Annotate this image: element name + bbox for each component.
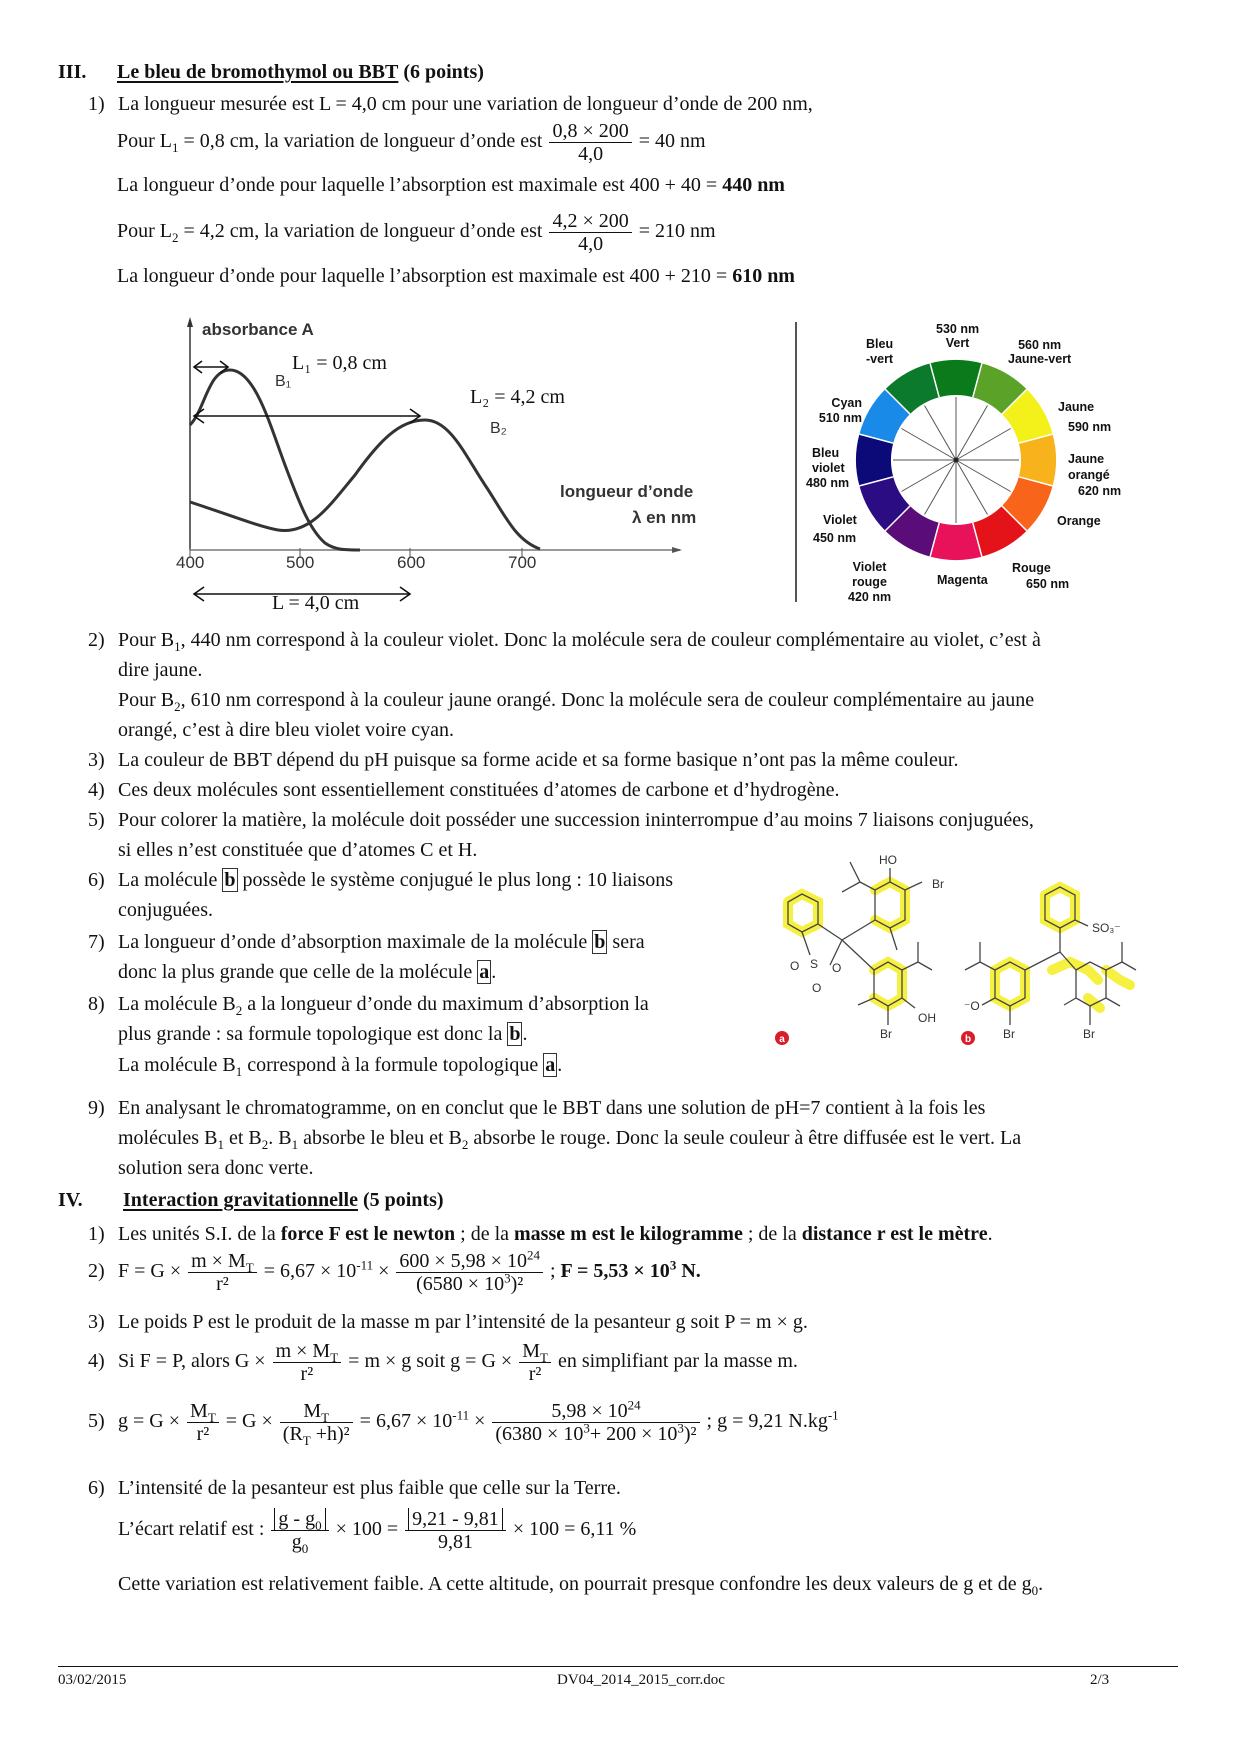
section-3-heading — [58, 60, 484, 84]
result: = 210 nm — [638, 220, 716, 243]
text: g = G × — [118, 1410, 181, 1433]
text: N. — [676, 1260, 701, 1283]
section-points: (5 points) — [362, 1189, 444, 1211]
subscript: T — [302, 1433, 311, 1448]
iv-q4 — [88, 1340, 798, 1385]
svg-text:OH: OH — [918, 1011, 936, 1025]
q2-line4: orangé, c’est à dire bleu violet voire cyan. — [118, 719, 454, 741]
text: m × M — [275, 1340, 331, 1362]
svg-text:O: O — [790, 959, 800, 973]
label-vert — [936, 322, 979, 350]
subscript: 2 — [461, 1137, 469, 1152]
item-text: Pour colorer la matière, la molécule doit posséder une succession ininterrompue d’au moins 7 liaisons conjuguées, — [118, 809, 1034, 831]
item-text: La couleur de BBT dépend du pH puisque sa forme acide et sa forme basique n’ont pas la même couleur. — [118, 749, 959, 771]
color-name: Violet — [852, 560, 887, 574]
q5-line2: si elles n’est constituée que d’atomes C et H. — [118, 839, 478, 861]
footer-date: 03/02/2015 — [58, 1672, 127, 1688]
text: molécules B — [118, 1127, 218, 1149]
text: correspond à la formule topologique — [242, 1054, 544, 1076]
denominator: r² — [300, 1363, 314, 1385]
svg-text:HO: HO — [879, 853, 897, 867]
denominator: 4,0 — [578, 143, 604, 165]
annotation-l2: L₂ = 4,2 cm — [470, 386, 565, 408]
section-title: Le bleu de bromothymol ou BBT — [117, 61, 399, 83]
svg-text:Br: Br — [880, 1027, 892, 1041]
iv-q3 — [88, 1310, 808, 1334]
result: = 40 nm — [638, 130, 706, 153]
text: plus grande : sa formule topologique est donc la — [118, 1023, 508, 1045]
q7-line1 — [88, 930, 645, 954]
superscript: 3 — [669, 1257, 677, 1273]
label-jaune-orange — [1068, 451, 1121, 499]
item-number: 3) — [88, 1311, 105, 1333]
curve-b1 — [190, 370, 360, 550]
text: . — [522, 1023, 528, 1045]
divider — [795, 322, 797, 602]
text: La molécule — [118, 869, 223, 891]
absorbance-graph — [160, 315, 730, 615]
label-cyan — [806, 396, 862, 426]
denominator: 9,81 — [437, 1531, 473, 1553]
fraction — [549, 120, 631, 165]
q9-line1 — [88, 1096, 985, 1120]
label-bleu-vert — [866, 337, 893, 367]
q3 — [88, 748, 958, 772]
superscript: 3 — [677, 1420, 684, 1436]
text: absorbe le rouge. Donc la seule couleur à être diffusée est le vert. La — [468, 1127, 1022, 1149]
y-axis-label: absorbance A — [202, 320, 314, 339]
numerator — [273, 1340, 342, 1363]
iv-q6-line1 — [88, 1476, 621, 1500]
absolute-value — [274, 1508, 325, 1533]
svg-text:O: O — [832, 961, 842, 975]
q2-line2: dire jaune. — [118, 659, 203, 681]
item-text: L’intensité de la pesanteur est plus faible que celle sur la Terre. — [118, 1477, 621, 1499]
superscript: 3 — [504, 1270, 511, 1286]
fraction — [492, 1397, 699, 1445]
color-name: Bleu — [866, 337, 894, 351]
text: M — [303, 1400, 322, 1422]
text: ; de la — [742, 1223, 802, 1245]
section-title: Interaction gravitationnelle — [123, 1189, 358, 1211]
subscript: T — [321, 1410, 330, 1425]
denominator — [280, 1423, 353, 1448]
text: . — [491, 961, 497, 983]
subscript: 1 — [174, 639, 181, 654]
section-points: (6 points) — [403, 61, 484, 83]
svg-text:a: a — [779, 1034, 785, 1045]
color-name: Cyan — [831, 396, 862, 410]
absolute-value: 9,21 - 9,81 — [408, 1508, 503, 1530]
text: (6380 × 10 — [495, 1423, 584, 1445]
numerator — [271, 1508, 328, 1531]
molecule-ref-b: b — [509, 1023, 521, 1045]
section-number: III. — [58, 61, 87, 83]
q8-line2 — [118, 1022, 527, 1046]
text: possède le système conjugué le plus long : 10 liaisons — [237, 869, 674, 891]
text: = 0,8 cm, la variation de longueur d’onde est — [178, 130, 543, 153]
denominator — [492, 1420, 699, 1445]
color-name: -vert — [866, 352, 894, 366]
section-4-heading — [58, 1188, 444, 1212]
item-number: 2) — [88, 1260, 105, 1283]
wavelength: 450 nm — [813, 531, 857, 545]
q5-line1 — [88, 808, 1034, 832]
label-orange: Orange — [1057, 514, 1101, 528]
item-number: 5) — [88, 809, 105, 831]
fraction — [273, 1340, 342, 1385]
text: . — [987, 1223, 993, 1245]
q4 — [88, 778, 839, 802]
label-jaune-vert — [1008, 338, 1071, 366]
curve-b2-label: B₂ — [490, 420, 507, 437]
footer-filename: DV04_2014_2015_corr.doc — [557, 1672, 725, 1688]
denominator: r² — [196, 1423, 210, 1445]
text: sera — [607, 931, 645, 953]
subscript: T — [330, 1350, 339, 1365]
x-tick-400: 400 — [176, 553, 205, 572]
q9-line3: solution sera donc verte. — [118, 1157, 314, 1179]
subscript: 0 — [1031, 1583, 1039, 1598]
force-result: F = 5,53 × 10 — [560, 1260, 670, 1283]
item-text: Le poids P est le produit de la masse m par l’intensité de la pesanteur g soit P = m × g. — [118, 1311, 808, 1333]
iv-q2 — [88, 1247, 701, 1295]
subscript: 2 — [174, 699, 181, 714]
text: + 200 × 10 — [589, 1423, 678, 1445]
superscript: 24 — [627, 1397, 641, 1413]
fraction — [271, 1508, 328, 1556]
subscript: 1 — [291, 1137, 299, 1152]
item-text: En analysant le chromatogramme, on en conclut que le BBT dans une solution de pH=7 contient à la fois les — [118, 1097, 986, 1119]
text: (6580 × 10 — [416, 1273, 505, 1295]
color-name: Bleu — [812, 446, 840, 460]
text: ; — [549, 1260, 561, 1283]
label-violet-rouge — [848, 560, 891, 605]
item-number: 4) — [88, 1350, 105, 1373]
text: 600 × 5,98 × 10 — [399, 1250, 527, 1272]
text: g — [291, 1531, 302, 1553]
text: +h)² — [310, 1423, 350, 1445]
q1-max2 — [117, 264, 795, 288]
svg-text:Br: Br — [932, 877, 944, 891]
label-bleu-violet — [806, 446, 849, 491]
text: La longueur d’onde pour laquelle l’absorption est maximale est 400 + 40 = — [117, 174, 718, 196]
q8-line3 — [118, 1053, 562, 1077]
text: La longueur d’onde pour laquelle l’absorption est maximale est 400 + 210 = — [117, 265, 728, 287]
subscript: 2 — [235, 1003, 243, 1018]
item-number: 7) — [88, 931, 105, 953]
text: . — [1038, 1573, 1044, 1595]
subscript: T — [539, 1350, 548, 1365]
superscript: 3 — [583, 1420, 590, 1436]
item-number: 5) — [88, 1410, 105, 1433]
color-name: Vert — [945, 336, 970, 350]
q2-line3 — [118, 688, 1034, 712]
x-axis-label-line2: λ en nm — [632, 508, 697, 527]
molecule-ref-a: a — [545, 1054, 556, 1076]
svg-text:S: S — [810, 957, 819, 971]
fraction — [280, 1400, 353, 1448]
section-number: IV. — [58, 1189, 83, 1211]
text: . B — [268, 1127, 292, 1149]
item-number: 6) — [88, 869, 105, 891]
molecule-structures — [770, 840, 1170, 1060]
item-number: 3) — [88, 749, 105, 771]
color-name: Jaune — [1058, 400, 1095, 414]
x-axis-label-line1: longueur d’onde — [560, 482, 694, 501]
wavelength: 420 nm — [848, 590, 892, 604]
wavelength: 620 nm — [1078, 484, 1122, 498]
wavelength: 480 nm — [806, 476, 850, 490]
molecule-a — [775, 853, 944, 1045]
color-name: Violet — [823, 513, 857, 527]
numerator — [519, 1340, 551, 1363]
text: × — [469, 1410, 486, 1433]
color-name: Jaune-vert — [1008, 352, 1072, 366]
denominator — [396, 1270, 543, 1295]
text: = 6,67 × 10 — [263, 1260, 357, 1283]
text: g - g — [278, 1508, 316, 1530]
color-name: violet — [812, 461, 845, 475]
subscript: 2 — [172, 230, 179, 246]
q6-line1 — [88, 868, 673, 892]
curve-b1-label: B₁ — [275, 373, 292, 390]
molecule-b — [961, 887, 1136, 1045]
color-name: Jaune — [1068, 452, 1105, 466]
text: = m × g soit g = G × — [348, 1350, 513, 1373]
q1-l2-calc — [117, 210, 716, 255]
denominator: 4,0 — [578, 233, 604, 255]
item-number: 6) — [88, 1477, 105, 1499]
x-tick-600: 600 — [397, 553, 426, 572]
denominator: r² — [216, 1273, 229, 1295]
footer-divider — [58, 1666, 1178, 1667]
relative-error-result: × 100 = 6,11 % — [512, 1518, 637, 1541]
annotation-l1: L₁ = 0,8 cm — [292, 352, 387, 374]
bold-text: force F est le newton — [280, 1223, 456, 1245]
text: M — [522, 1340, 540, 1362]
superscript: -1 — [827, 1407, 839, 1423]
subscript: 1 — [235, 1064, 243, 1079]
subscript: 2 — [261, 1137, 269, 1152]
iv-q6-conclusion — [118, 1572, 1043, 1596]
label-magenta: Magenta — [937, 573, 988, 587]
q9-line2 — [118, 1126, 1021, 1150]
subscript: 0 — [315, 1518, 322, 1533]
svg-text:Br: Br — [1083, 1027, 1095, 1041]
superscript: -11 — [356, 1257, 374, 1273]
molecule-ref-a: a — [479, 961, 490, 983]
numerator — [187, 1400, 219, 1423]
numerator: 0,8 × 200 — [549, 120, 631, 143]
x-tick-700: 700 — [508, 553, 537, 572]
q1-max1 — [117, 173, 785, 197]
q1-line1 — [88, 92, 813, 116]
iv-q1 — [88, 1222, 993, 1246]
q6-line2: conjuguées. — [118, 899, 213, 921]
svg-text:b: b — [964, 1034, 972, 1045]
text: , 440 nm correspond à la couleur violet. Donc la molécule sera de couleur complémentaire au violet, c’est à — [180, 629, 1041, 651]
fraction — [396, 1247, 543, 1295]
iv-q5 — [88, 1397, 839, 1448]
wavelength: 510 nm — [818, 411, 862, 425]
text: 5,98 × 10 — [551, 1400, 628, 1422]
color-name: Rouge — [1012, 561, 1051, 575]
subscript: T — [245, 1260, 254, 1275]
fraction — [519, 1340, 551, 1385]
item-number: 4) — [88, 779, 105, 801]
text: La longueur d’onde d’absorption maximale de la molécule — [118, 931, 593, 953]
label-violet — [813, 511, 857, 547]
subscript: 1 — [217, 1137, 224, 1152]
label-rouge — [1012, 560, 1069, 592]
q7-line2 — [118, 960, 496, 984]
text: ; de la — [455, 1223, 515, 1245]
superscript: -11 — [452, 1407, 470, 1423]
text: a la longueur d’onde du maximum d’absorption la — [242, 993, 649, 1015]
curve-b2 — [190, 420, 540, 549]
max-wavelength-value: 440 nm — [722, 174, 785, 196]
max-wavelength-value: 610 nm — [732, 265, 795, 287]
item-number: 8) — [88, 993, 105, 1015]
numerator — [492, 1397, 699, 1423]
wavelength: 560 nm — [1018, 338, 1062, 352]
denominator — [271, 1531, 328, 1556]
text: )² — [683, 1423, 697, 1445]
text: absorbe le bleu et B — [298, 1127, 462, 1149]
q8-line1 — [88, 992, 649, 1016]
molecule-ref-b: b — [224, 869, 236, 891]
text: Si F = P, alors G × — [118, 1350, 266, 1373]
text: La molécule B — [118, 1054, 236, 1076]
text: ; g = 9,21 N.kg — [706, 1410, 828, 1433]
footer-page-number: 2/3 — [1090, 1672, 1110, 1688]
wavelength: 650 nm — [1026, 577, 1070, 591]
text: M — [190, 1400, 208, 1422]
item-number: 1) — [88, 1223, 105, 1245]
subscript: T — [207, 1410, 216, 1425]
text: , 610 nm correspond à la couleur jaune orangé. Donc la molécule sera de couleur complémentaire au jaune — [180, 689, 1035, 711]
q2-line1 — [88, 628, 1041, 652]
item-number: 1) — [88, 93, 105, 115]
iv-q6-ecart — [118, 1508, 637, 1556]
text: La molécule B — [118, 993, 236, 1015]
superscript: 24 — [526, 1247, 540, 1263]
text: = 4,2 cm, la variation de longueur d’onde est — [178, 220, 543, 243]
text: Cette variation est relativement faible. A cette altitude, on pourrait presque confondre les deux valeurs de g et de g — [118, 1573, 1032, 1595]
text: Les unités S.I. de la — [118, 1223, 281, 1245]
wavelength: 530 nm — [936, 322, 980, 336]
annotation-l: L = 4,0 cm — [272, 592, 360, 614]
text: Pour L — [117, 220, 172, 243]
text: )² — [510, 1273, 524, 1295]
text: F = G × — [118, 1260, 182, 1283]
q1-l1-calc — [117, 120, 706, 165]
svg-text:⁻O: ⁻O — [964, 999, 980, 1013]
text: × 100 = — [335, 1518, 399, 1541]
text: Pour B — [118, 629, 175, 651]
item-text: La longueur mesurée est L = 4,0 cm pour une variation de longueur d’onde de 200 nm, — [118, 93, 813, 115]
svg-text:SO₃⁻: SO₃⁻ — [1092, 921, 1121, 935]
label-jaune — [1058, 397, 1111, 437]
svg-text:O: O — [812, 981, 822, 995]
text: m × M — [191, 1250, 246, 1272]
x-tick-500: 500 — [286, 553, 315, 572]
text: . — [557, 1054, 563, 1076]
text: et B — [223, 1127, 262, 1149]
bold-text: distance r est le mètre — [801, 1223, 988, 1245]
numerator — [280, 1400, 353, 1423]
fraction — [549, 210, 631, 255]
item-text: Ces deux molécules sont essentiellement constituées d’atomes de carbone et d’hydrogène. — [118, 779, 840, 801]
bold-text: masse m est le kilogramme — [514, 1223, 743, 1245]
color-name: rouge — [852, 575, 887, 589]
text: × — [373, 1260, 390, 1283]
numerator — [188, 1250, 257, 1273]
svg-text:Br: Br — [1003, 1027, 1015, 1041]
molecule-ref-b: b — [594, 931, 606, 953]
numerator — [396, 1247, 543, 1273]
color-name: orangé — [1068, 468, 1110, 482]
text: donc la plus grande que celle de la molécule — [118, 961, 478, 983]
numerator — [405, 1508, 506, 1531]
fraction — [405, 1508, 506, 1553]
text: L’écart relatif est : — [118, 1518, 265, 1541]
numerator: 4,2 × 200 — [549, 210, 631, 233]
item-number: 2) — [88, 629, 105, 651]
subscript: 1 — [172, 140, 179, 156]
text: en simplifiant par la masse m. — [557, 1350, 798, 1373]
text: = G × — [225, 1410, 273, 1433]
fraction — [188, 1250, 257, 1295]
text: (R — [282, 1423, 303, 1445]
text: Pour B — [118, 689, 175, 711]
subscript: 0 — [301, 1541, 309, 1556]
wavelength: 590 nm — [1068, 420, 1112, 434]
fraction — [187, 1400, 219, 1445]
text: = 6,67 × 10 — [359, 1410, 453, 1433]
text: Pour L — [117, 130, 172, 153]
denominator: r² — [528, 1363, 542, 1385]
item-number: 9) — [88, 1097, 105, 1119]
